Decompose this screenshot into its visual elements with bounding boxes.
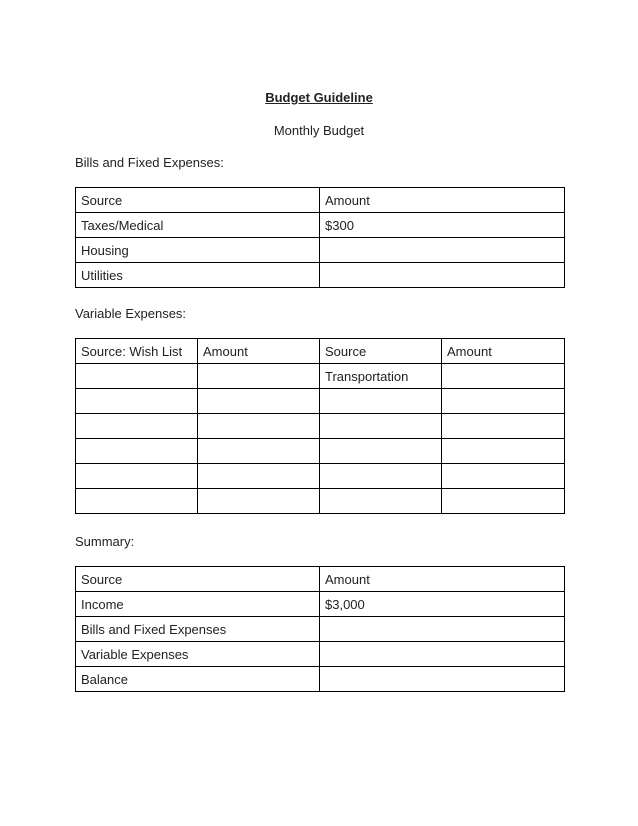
table-cell <box>320 389 442 414</box>
table-row <box>76 238 565 263</box>
table-cell <box>198 489 320 514</box>
table-cell <box>76 414 198 439</box>
table-cell <box>320 667 565 692</box>
table-cell <box>320 464 442 489</box>
table-cell <box>320 642 565 667</box>
table-header-cell: Amount <box>320 567 565 592</box>
table-cell <box>442 389 565 414</box>
table-cell: Bills and Fixed Expenses <box>76 617 320 642</box>
table-cell <box>320 439 442 464</box>
table-row <box>76 667 565 692</box>
table-row <box>76 414 565 439</box>
table-header-cell: Amount <box>198 339 320 364</box>
table-cell <box>320 263 565 288</box>
table-row <box>76 389 565 414</box>
table-cell <box>442 439 565 464</box>
table-cell: $300 <box>320 213 565 238</box>
table-cell: Utilities <box>76 263 320 288</box>
table-row <box>76 592 565 617</box>
table-cell <box>442 489 565 514</box>
table-row <box>76 263 565 288</box>
document-subtitle: Monthly Budget <box>273 123 365 138</box>
table-cell <box>442 364 565 389</box>
table-cell <box>320 414 442 439</box>
table-row <box>76 489 565 514</box>
table-header-row <box>76 339 565 364</box>
table-cell <box>76 439 198 464</box>
table-cell: Income <box>76 592 320 617</box>
bills-section-label: Bills and Fixed Expenses: <box>75 155 224 170</box>
summary-table <box>75 566 565 692</box>
table-cell: Balance <box>76 667 320 692</box>
table-header-cell: Source: Wish List <box>76 339 198 364</box>
table-cell <box>198 389 320 414</box>
table-cell <box>320 238 565 263</box>
table-cell <box>442 464 565 489</box>
table-row <box>76 364 565 389</box>
table-row <box>76 439 565 464</box>
table-cell <box>76 489 198 514</box>
table-header-cell: Source <box>76 188 320 213</box>
table-row <box>76 642 565 667</box>
table-cell <box>198 414 320 439</box>
table-cell <box>76 389 198 414</box>
table-cell: $3,000 <box>320 592 565 617</box>
table-header-cell: Amount <box>320 188 565 213</box>
document-title: Budget Guideline <box>265 90 373 105</box>
table-cell <box>198 364 320 389</box>
table-cell <box>442 414 565 439</box>
bills-table <box>75 187 565 288</box>
table-row <box>76 213 565 238</box>
table-row <box>76 464 565 489</box>
table-cell <box>76 464 198 489</box>
table-cell: Housing <box>76 238 320 263</box>
table-cell <box>320 489 442 514</box>
table-cell <box>76 364 198 389</box>
table-header-cell: Source <box>320 339 442 364</box>
variable-section-label: Variable Expenses: <box>75 306 187 321</box>
table-cell <box>198 464 320 489</box>
table-cell <box>198 439 320 464</box>
table-header-row <box>76 567 565 592</box>
table-row <box>76 617 565 642</box>
table-cell: Taxes/Medical <box>76 213 320 238</box>
table-cell: Variable Expenses <box>76 642 320 667</box>
table-header-row <box>76 188 565 213</box>
table-cell: Transportation <box>320 364 442 389</box>
table-header-cell: Amount <box>442 339 565 364</box>
table-cell <box>320 617 565 642</box>
table-header-cell: Source <box>76 567 320 592</box>
summary-section-label: Summary: <box>75 534 135 549</box>
variable-expenses-table <box>75 338 565 514</box>
